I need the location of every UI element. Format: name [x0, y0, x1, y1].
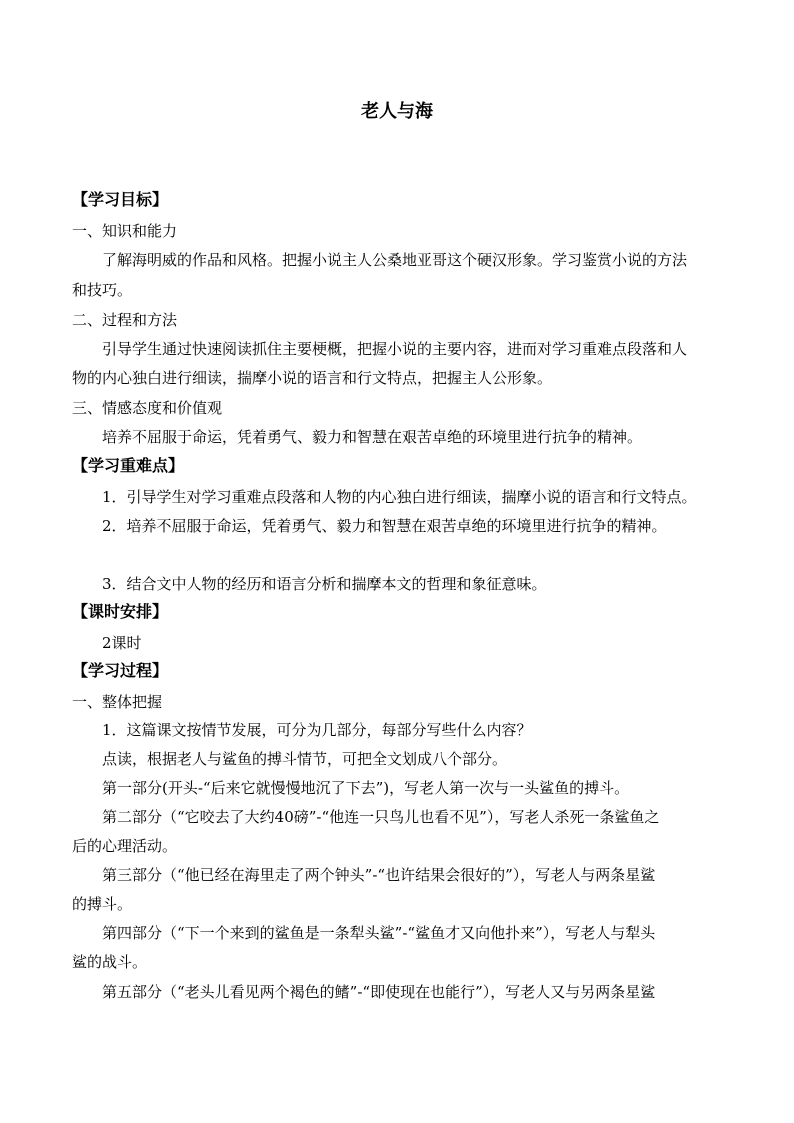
process-heading: 【学习过程】 — [72, 661, 169, 680]
emotion-text: 培养不屈服于命运，凭着勇气、毅力和智慧在艰苦卓绝的环境里进行抗争的精神。 — [102, 428, 643, 446]
overall-grasp-label: 一、整体把握 — [72, 693, 163, 711]
document-title: 老人与海 — [361, 101, 433, 122]
part-four-text-line2: 鲨的战斗。 — [72, 953, 148, 971]
part-three-text-line1: 第三部分（“他已经在海里走了两个钟头”-“也许结果会很好的”），写老人与两条星鲨 — [102, 866, 656, 884]
objectives-heading: 【学习目标】 — [72, 190, 169, 209]
part-four-text-line1: 第四部分（“下一个来到的鲨鱼是一条犁头鲨”-“鲨鱼才又向他扑来”），写老人与犁头 — [102, 924, 656, 942]
part-three-text-line2: 的搏斗。 — [72, 895, 133, 913]
key-point-item: 3．结合文中人物的经历和语言分析和揣摩本文的哲理和象征意味。 — [102, 575, 547, 593]
emotion-label: 三、情感态度和价值观 — [72, 399, 223, 417]
part-two-text-line1: 第二部分（“它咬去了大约40磅”-“他连一只鸟儿也看不见”），写老人杀死一条鲨鱼之 — [102, 808, 660, 826]
knowledge-label: 一、知识和能力 — [72, 222, 178, 240]
process-method-text-line2: 物的内心独白进行细读，揣摩小说的语言和行文特点，把握主人公形象。 — [72, 369, 553, 387]
part-two-text-line2: 后的心理活动。 — [72, 837, 178, 855]
process-method-label: 二、过程和方法 — [72, 311, 178, 329]
key-points-heading: 【学习重难点】 — [72, 456, 185, 475]
question-text: 1．这篇课文按情节发展，可分为几部分，每部分写些什么内容？ — [102, 721, 532, 739]
key-point-item: 1．引导学生对学习重难点段落和人物的内心独白进行细读，揣摩小说的语言和行文特点。 — [102, 488, 697, 506]
key-point-item: 2．培养不屈服于命运，凭着勇气、毅力和智慧在艰苦卓绝的环境里进行抗争的精神。 — [102, 517, 667, 535]
part-one-text: 第一部分(开头-“后来它就慢慢地沉了下去”)，写老人第一次与一头鲨鱼的搏斗。 — [102, 779, 630, 797]
knowledge-text-line1: 了解海明威的作品和风格。把握小说主人公桑地亚哥这个硬汉形象。学习鉴赏小说的方法 — [102, 251, 688, 269]
process-method-text-line1: 引导学生通过快速阅读抓住主要梗概，把握小说的主要内容，进而对学习重难点段落和人 — [102, 340, 688, 358]
schedule-heading: 【课时安排】 — [72, 602, 169, 621]
knowledge-text-line2: 和技巧。 — [72, 281, 133, 299]
schedule-text: 2课时 — [102, 634, 142, 652]
part-five-text-line1: 第五部分（“老头儿看见两个褐色的鳍”-“即使现在也能行”），写老人又与另两条星鲨 — [102, 983, 656, 1001]
answer-intro: 点读，根据老人与鲨鱼的搏斗情节，可把全文划成八个部分。 — [102, 750, 508, 768]
